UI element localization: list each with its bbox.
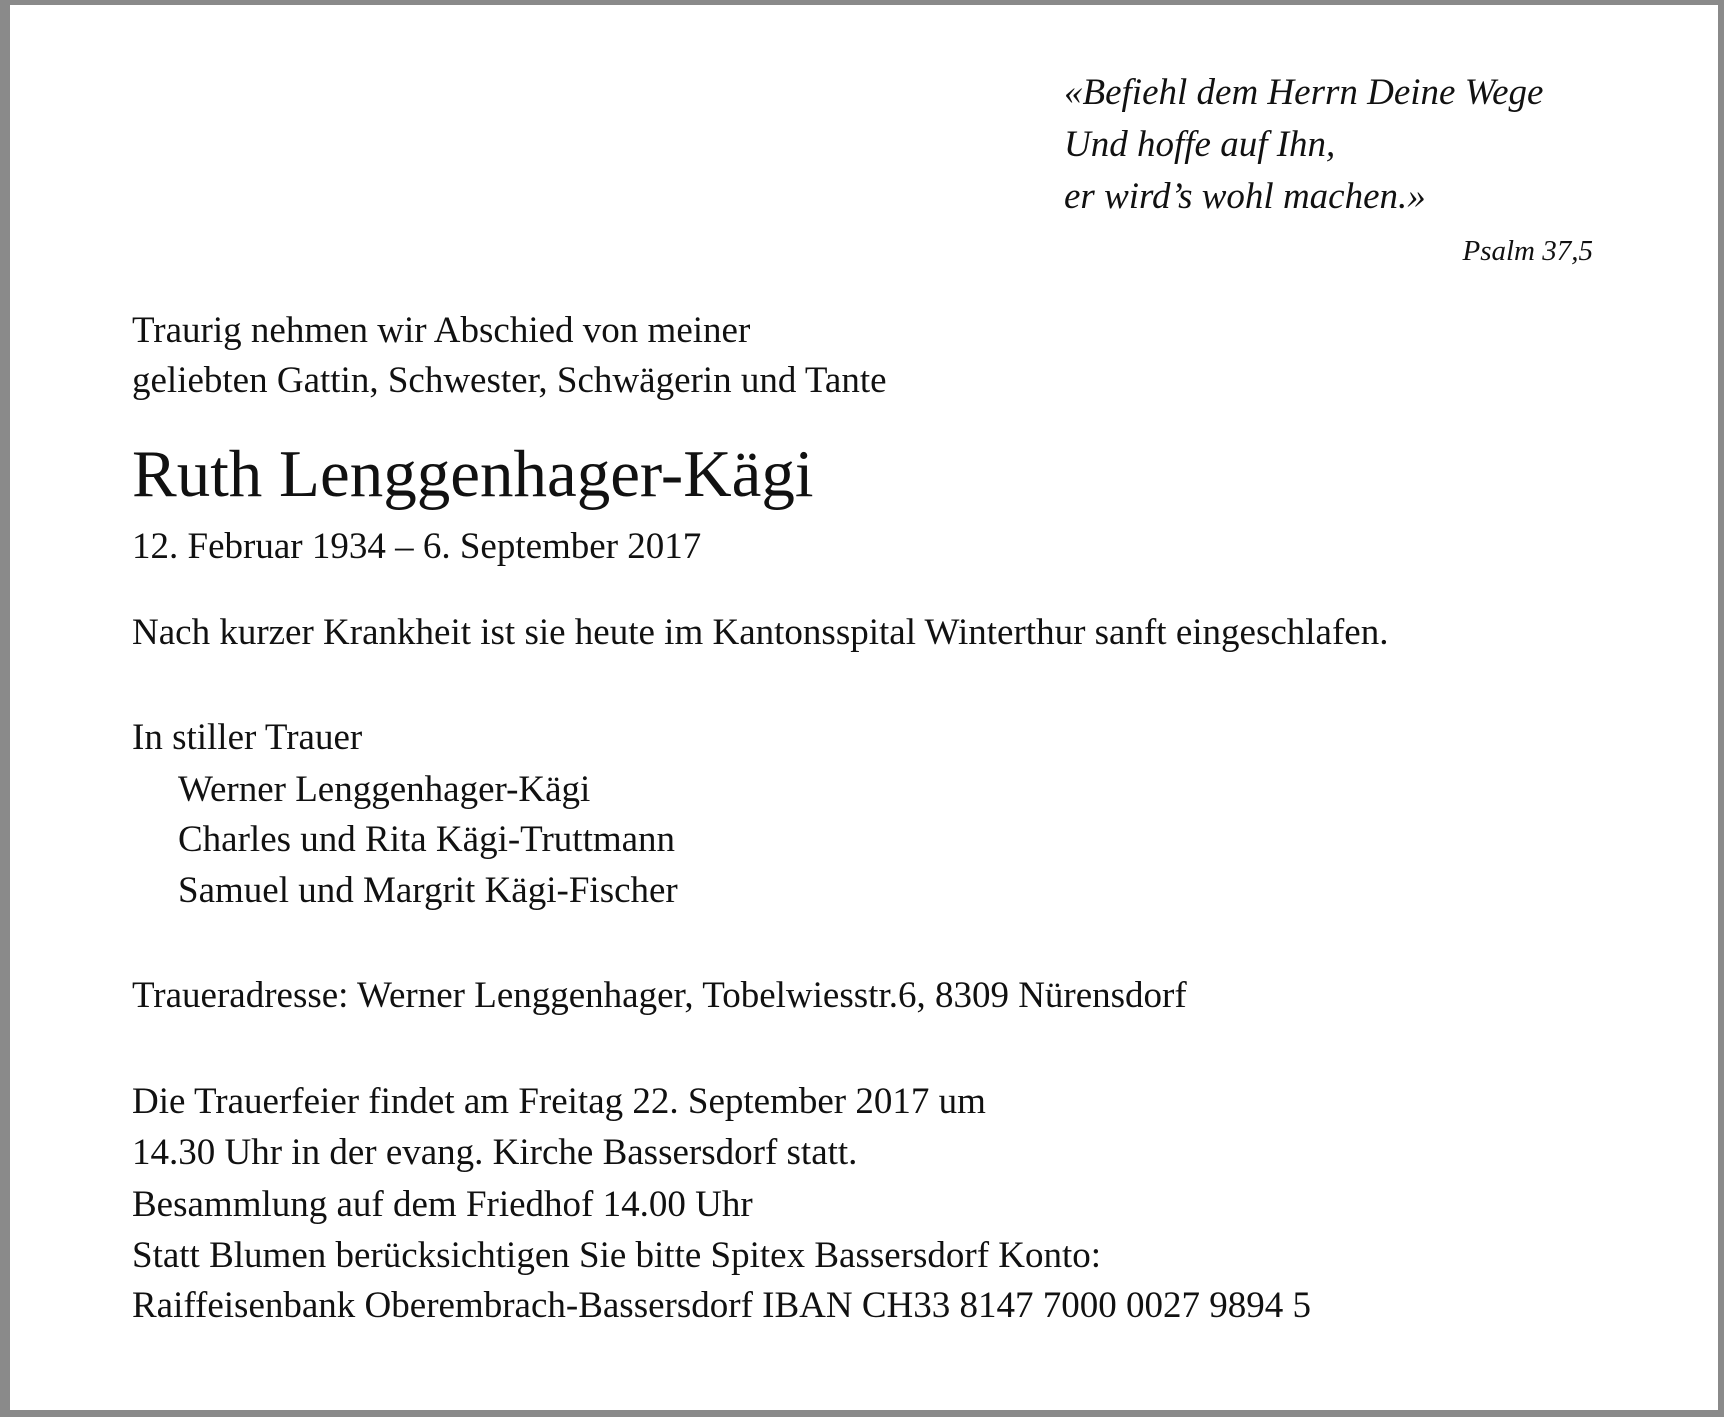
mourner-name: Samuel und Margrit Kägi-Fischer	[178, 870, 678, 911]
ceremony-line-3: Besammlung auf dem Friedhof 14.00 Uhr	[132, 1184, 753, 1225]
death-message: Nach kurzer Krankheit ist sie heute im Kantonsspital Winterthur sanft eingeschlafen.	[132, 612, 1389, 653]
donation-line-2: Raiffeisenbank Oberembrach-Bassersdorf IBAN CH33 8147 7000 0027 9894 5	[132, 1285, 1311, 1326]
quote-line-2: Und hoffe auf Ihn,	[1064, 124, 1336, 165]
mourner-name: Charles und Rita Kägi-Truttmann	[178, 819, 676, 860]
intro-line-1: Traurig nehmen wir Abschied von meiner	[132, 310, 751, 351]
ceremony-line-1: Die Trauerfeier findet am Freitag 22. September 2017 um	[132, 1081, 986, 1122]
quote-line-3: er wird’s wohl machen.»	[1064, 176, 1426, 217]
quote-source: Psalm 37,5	[1462, 235, 1593, 267]
ceremony-line-2: 14.30 Uhr in der evang. Kirche Bassersdorf statt.	[132, 1132, 858, 1173]
quote-line-1: «Befiehl dem Herrn Deine Wege	[1064, 72, 1544, 113]
donation-line-1: Statt Blumen berücksichtigen Sie bitte Spitex Bassersdorf Konto:	[132, 1235, 1102, 1276]
deceased-name: Ruth Lenggenhager-Kägi	[132, 437, 814, 511]
bible-quote	[1064, 67, 1614, 223]
mourning-address: Traueradresse: Werner Lenggenhager, Tobelwiesstr.6, 8309 Nürensdorf	[132, 975, 1187, 1016]
life-dates: 12. Februar 1934 – 6. September 2017	[132, 526, 702, 567]
intro-line-2: geliebten Gattin, Schwester, Schwägerin und Tante	[132, 360, 887, 401]
mourners-heading: In stiller Trauer	[132, 717, 363, 758]
mourner-name: Werner Lenggenhager-Kägi	[178, 769, 591, 810]
